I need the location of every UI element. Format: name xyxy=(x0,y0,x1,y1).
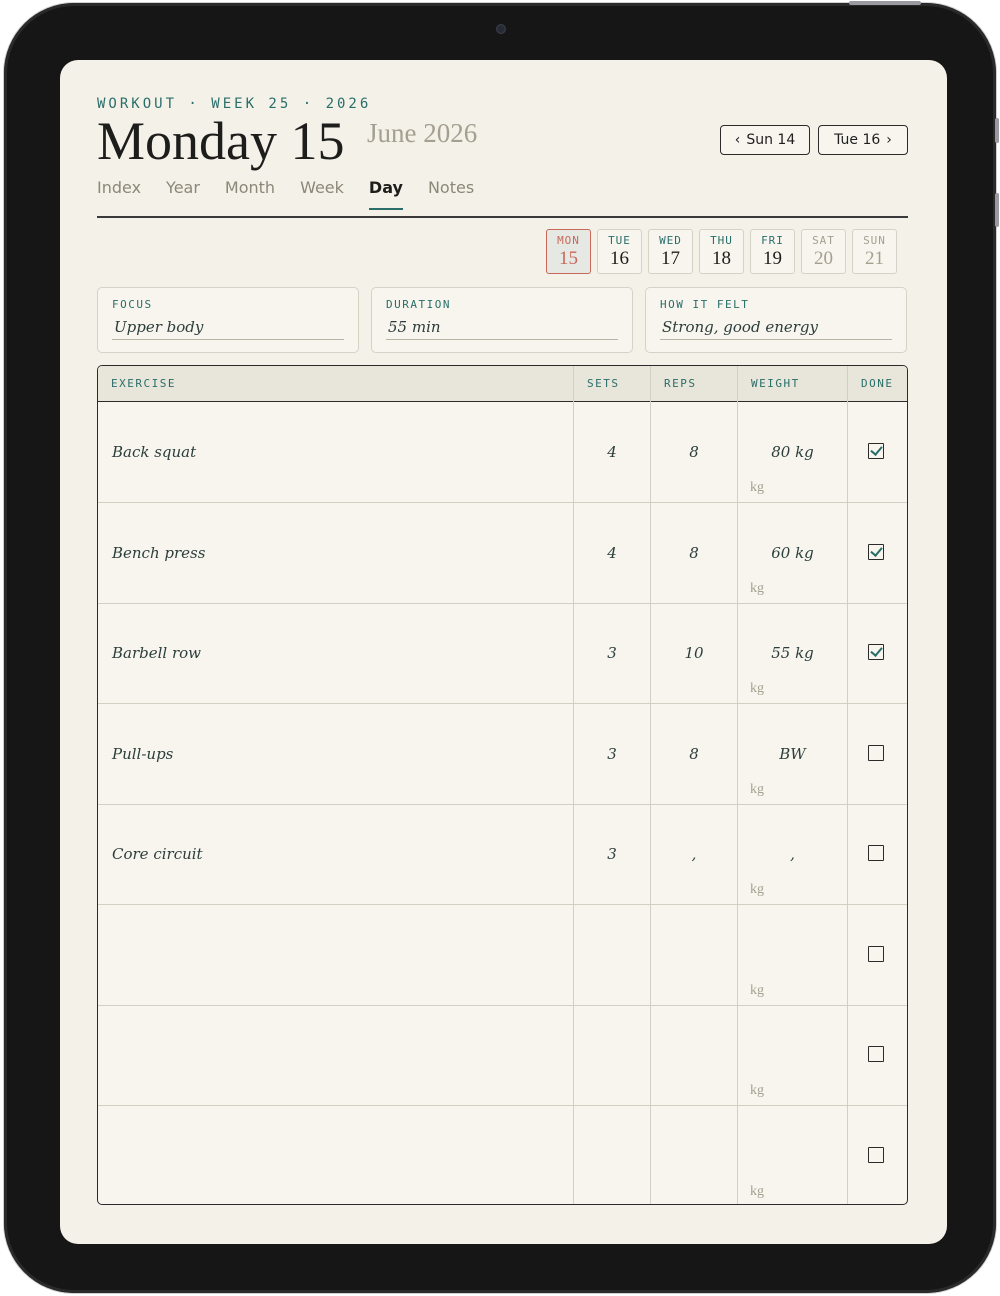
day-name: MON xyxy=(557,234,580,247)
exercise-cell[interactable] xyxy=(112,1005,572,1105)
felt-underline xyxy=(660,339,892,340)
chevron-right-icon: › xyxy=(886,132,892,148)
day-thu[interactable] xyxy=(699,229,744,274)
tab-index[interactable]: Index xyxy=(97,178,142,197)
prev-day-label: Sun 14 xyxy=(746,132,796,148)
focus-underline xyxy=(112,339,344,340)
next-day-button[interactable] xyxy=(818,125,908,155)
tab-day[interactable]: Day xyxy=(369,178,403,209)
day-name: TUE xyxy=(608,234,631,247)
tab-bar xyxy=(97,178,499,209)
top-button xyxy=(849,1,921,5)
table-row xyxy=(98,1106,907,1206)
tablet-frame xyxy=(4,3,996,1293)
sets-cell[interactable] xyxy=(574,905,650,1005)
weight-unit-hint: kg xyxy=(750,781,764,797)
done-checkbox[interactable] xyxy=(868,544,884,560)
duration-underline xyxy=(386,339,618,340)
table-row xyxy=(98,603,907,704)
done-checkbox[interactable] xyxy=(868,946,884,962)
table-body xyxy=(98,402,907,1204)
done-checkbox[interactable] xyxy=(868,1147,884,1163)
felt-value[interactable]: Strong, good energy xyxy=(662,318,818,336)
day-name: FRI xyxy=(761,234,784,247)
reps-cell[interactable]: 8 xyxy=(689,443,699,461)
day-mon[interactable] xyxy=(546,229,591,274)
duration-card[interactable] xyxy=(371,287,633,353)
reps-cell[interactable] xyxy=(651,905,737,1005)
day-date: 16 xyxy=(610,248,629,269)
reps-cell[interactable]: 8 xyxy=(689,543,699,562)
focus-label: FOCUS xyxy=(112,298,153,311)
day-name: SUN xyxy=(863,234,886,247)
done-checkbox[interactable] xyxy=(868,644,884,660)
done-checkbox[interactable] xyxy=(868,845,884,861)
exercise-cell[interactable]: Back squat xyxy=(112,443,197,461)
header-reps: REPS xyxy=(664,377,697,390)
table-header xyxy=(98,366,907,402)
day-name: WED xyxy=(659,234,682,247)
header-weight: WEIGHT xyxy=(751,377,800,390)
weight-unit-hint: kg xyxy=(750,982,764,998)
day-date: 15 xyxy=(559,248,578,269)
exercise-table xyxy=(97,365,908,1205)
weight-cell[interactable]: BW xyxy=(779,744,806,763)
table-row xyxy=(98,1005,907,1106)
day-name: THU xyxy=(710,234,733,247)
exercise-cell[interactable]: Core circuit xyxy=(112,845,203,863)
sets-cell[interactable]: 3 xyxy=(607,644,617,662)
exercise-cell[interactable]: Pull-ups xyxy=(112,744,174,763)
weight-cell[interactable]: 55 kg xyxy=(771,644,814,662)
felt-label: HOW IT FELT xyxy=(660,298,750,311)
page-title: Monday 15 xyxy=(97,111,345,171)
camera-icon xyxy=(496,24,506,34)
header-done: DONE xyxy=(861,377,894,390)
exercise-cell[interactable]: Bench press xyxy=(112,543,206,562)
done-checkbox[interactable] xyxy=(868,1046,884,1062)
weight-unit-hint: kg xyxy=(750,580,764,596)
day-sat[interactable] xyxy=(801,229,846,274)
column-divider xyxy=(573,366,574,1204)
weight-cell[interactable]: , xyxy=(790,845,795,863)
tab-divider xyxy=(97,216,908,218)
focus-value[interactable]: Upper body xyxy=(114,318,204,336)
week-day-strip xyxy=(546,229,897,274)
day-tue[interactable] xyxy=(597,229,642,274)
table-row xyxy=(98,704,907,805)
volume-down-button xyxy=(995,193,999,227)
focus-card[interactable] xyxy=(97,287,359,353)
header-sets: SETS xyxy=(587,377,620,390)
table-row xyxy=(98,402,907,503)
page-subtitle: June 2026 xyxy=(367,118,478,148)
day-date: 19 xyxy=(763,248,782,269)
table-row xyxy=(98,905,907,1006)
column-divider xyxy=(847,366,848,1204)
sets-cell[interactable] xyxy=(574,1106,650,1206)
day-sun[interactable] xyxy=(852,229,897,274)
column-divider xyxy=(737,366,738,1204)
sets-cell[interactable]: 4 xyxy=(607,543,617,562)
exercise-cell[interactable] xyxy=(112,905,572,1005)
screen xyxy=(60,60,947,1244)
duration-label: DURATION xyxy=(386,298,451,311)
weight-cell[interactable]: 60 kg xyxy=(771,543,814,562)
weight-cell[interactable]: 80 kg xyxy=(771,443,814,461)
day-date: 20 xyxy=(814,248,833,269)
tab-month[interactable]: Month xyxy=(224,178,276,197)
tab-notes[interactable]: Notes xyxy=(427,178,475,197)
column-divider xyxy=(650,366,651,1204)
sets-cell[interactable] xyxy=(574,1005,650,1105)
exercise-cell[interactable]: Barbell row xyxy=(112,644,202,662)
weight-unit-hint: kg xyxy=(750,882,764,897)
table-row xyxy=(98,804,907,905)
prev-day-button[interactable] xyxy=(720,125,810,155)
weight-unit-hint: kg xyxy=(750,1183,764,1199)
weight-unit-hint: kg xyxy=(750,1083,764,1098)
reps-cell[interactable] xyxy=(651,1106,737,1206)
chevron-left-icon: ‹ xyxy=(734,132,741,148)
duration-value[interactable]: 55 min xyxy=(388,318,441,336)
weight-unit-hint: kg xyxy=(750,480,764,495)
reps-cell[interactable]: 10 xyxy=(684,644,704,662)
header-exercise: EXERCISE xyxy=(111,377,176,390)
done-checkbox[interactable] xyxy=(868,443,884,459)
day-date: 18 xyxy=(712,248,731,269)
done-checkbox[interactable] xyxy=(868,745,884,761)
day-date: 21 xyxy=(865,248,884,269)
sets-cell[interactable]: 4 xyxy=(607,443,617,461)
reps-cell[interactable]: , xyxy=(691,845,697,863)
sets-cell[interactable]: 3 xyxy=(607,744,617,763)
page-eyebrow: WORKOUT · WEEK 25 · 2026 xyxy=(97,96,372,112)
tab-week[interactable]: Week xyxy=(300,178,344,197)
day-fri[interactable] xyxy=(750,229,795,274)
weight-unit-hint: kg xyxy=(750,681,764,696)
day-wed[interactable] xyxy=(648,229,693,274)
exercise-cell[interactable] xyxy=(112,1106,572,1206)
reps-cell[interactable] xyxy=(651,1005,737,1105)
volume-up-button xyxy=(995,118,999,143)
tab-year[interactable]: Year xyxy=(166,178,200,197)
day-date: 17 xyxy=(661,248,680,269)
table-row xyxy=(98,503,907,604)
reps-cell[interactable]: 8 xyxy=(689,744,699,763)
felt-card[interactable] xyxy=(645,287,907,353)
next-day-label: Tue 16 xyxy=(834,132,881,148)
day-name: SAT xyxy=(812,234,835,247)
sets-cell[interactable]: 3 xyxy=(607,845,617,863)
